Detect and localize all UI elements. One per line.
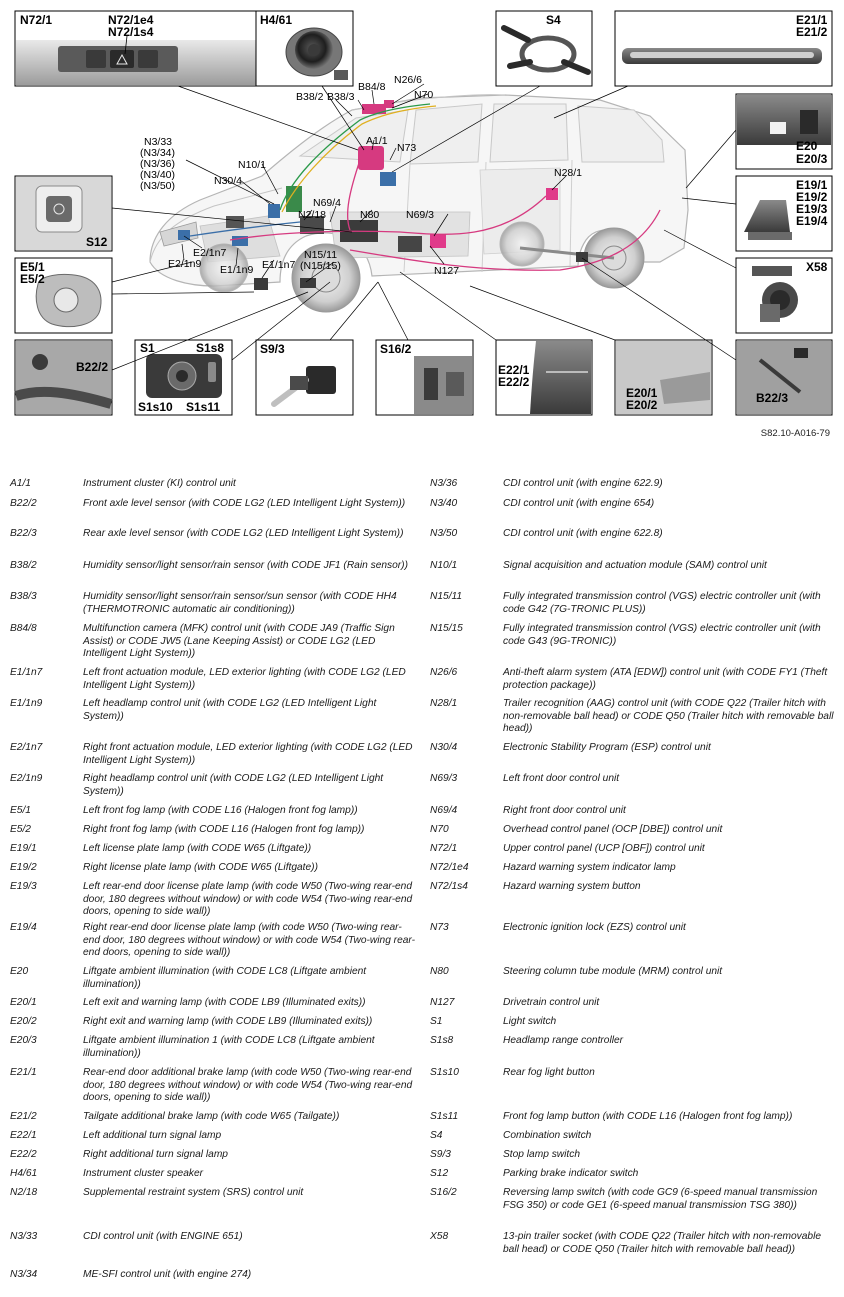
- legend-code: E1/1n7: [10, 667, 43, 678]
- callout-n3-40: (N3/40): [140, 169, 176, 181]
- inset-code-e22-2: E22/2: [498, 375, 530, 389]
- legend-code: E19/1: [10, 843, 37, 854]
- inset-code-e5-1: E5/1: [20, 260, 45, 274]
- legend-code: B22/3: [10, 528, 37, 539]
- inset-code-n72-1s4: N72/1s4: [108, 25, 154, 39]
- legend-description: Rear-end door additional brake lamp (with code W50 (Two-wing rear-end door, 180 degrees without window) or with code W54 (Two-wing rear-end doors, opening to side wall)): [83, 1067, 413, 1103]
- legend-code: S1s10: [430, 1067, 459, 1078]
- legend-code: A1/1: [10, 478, 31, 489]
- legend-code: S16/2: [430, 1187, 457, 1198]
- inset-n72-upper-control-panel: [15, 11, 258, 86]
- callout-n26-6: N26/6: [394, 74, 423, 86]
- inset-s4-combination-switch: [496, 11, 592, 86]
- legend-code: N3/40: [430, 498, 458, 509]
- legend-description: Rear axle level sensor (with CODE LG2 (LED Intelligent Light System)): [83, 528, 404, 539]
- legend-code: N26/6: [430, 667, 458, 678]
- legend-description: Liftgate ambient illumination 1 (with CODE LC8 (Liftgate ambient illumination)): [83, 1035, 375, 1059]
- legend-description: Right rear-end door license plate lamp (with code W50 (Two-wing rear-end door, 180 degrees without window) or with code W54 (Two-wing rear-end doors, opening to side wall)): [83, 922, 416, 958]
- legend-code: N72/1: [430, 843, 458, 854]
- legend-code: E5/1: [10, 805, 31, 816]
- inset-code-b22-2: B22/2: [76, 360, 109, 374]
- callout-n70: N70: [414, 89, 434, 101]
- legend-code: B22/2: [10, 498, 37, 509]
- vehicle-component-location-diagram: [0, 0, 844, 445]
- legend-code: X58: [430, 1231, 449, 1242]
- legend-code: N3/50: [430, 528, 458, 539]
- vehicle-body: [150, 95, 688, 312]
- legend-description: Parking brake indicator switch: [503, 1168, 639, 1179]
- inset-code-e5-2: E5/2: [20, 272, 45, 286]
- inset-s1-light-switch: [135, 340, 232, 415]
- figure-reference: S82.10-A016-79: [760, 428, 830, 439]
- inset-code-e19-2: E19/2: [796, 190, 828, 204]
- legend-description: Instrument cluster (KI) control unit: [83, 478, 236, 489]
- inset-x58-trailer-socket: [736, 258, 832, 333]
- legend-code: N72/1s4: [430, 881, 468, 892]
- inset-code-e20-2: E20/2: [626, 398, 658, 412]
- inset-code-e21-1: E21/1: [796, 13, 828, 27]
- legend-description: CDI control unit (with ENGINE 651): [83, 1231, 243, 1242]
- legend-description: Electronic ignition lock (EZS) control unit: [503, 922, 686, 933]
- legend-code: E2/1n9: [10, 773, 43, 784]
- legend-code: B38/3: [10, 591, 37, 602]
- legend-description: Headlamp range controller: [503, 1035, 624, 1046]
- legend-description: Left front fog lamp (with CODE L16 (Halogen front fog lamp)): [83, 805, 358, 816]
- legend-description: Tailgate additional brake lamp (with code W65 (Tailgate)): [83, 1111, 340, 1122]
- inset-code-s1s11: S1s11: [186, 400, 221, 414]
- legend-description: Right license plate lamp (with CODE W65 (Liftgate)): [83, 862, 318, 873]
- legend-description: Light switch: [503, 1016, 557, 1027]
- legend-description: Left license plate lamp (with CODE W65 (Liftgate)): [83, 843, 312, 854]
- inset-code-s4: S4: [546, 13, 561, 27]
- legend-description: CDI control unit (with engine 622.8): [503, 528, 663, 539]
- legend-code: E5/2: [10, 824, 31, 835]
- legend-description: Fully integrated transmission control (VGS) electric controller unit (with code G43 (9G-TRONIC)): [503, 623, 821, 647]
- legend-code: H4/61: [10, 1168, 38, 1179]
- legend-code: E2/1n7: [10, 742, 43, 753]
- legend-description: Right front door control unit: [503, 805, 626, 816]
- callout-n80: N80: [360, 209, 380, 221]
- inset-e19-license-plate-lamps: [736, 176, 832, 251]
- legend-code: B38/2: [10, 560, 37, 571]
- legend-description: Front axle level sensor (with CODE LG2 (LED Intelligent Light System)): [83, 498, 406, 509]
- legend-description: Stop lamp switch: [503, 1149, 581, 1160]
- legend-description: Left rear-end door license plate lamp (with code W50 (Two-wing rear-end door, 180 degrees without window) or with code W54 (Two-wing rear-end doors, opening to side wall)): [83, 881, 413, 917]
- legend-description: Drivetrain control unit: [503, 997, 600, 1008]
- inset-b22-3-rear-axle-sensor: [736, 340, 832, 415]
- callout-e1-1n9: E1/1n9: [220, 264, 254, 276]
- callout-n30-4: N30/4: [214, 175, 243, 187]
- legend-code: N3/36: [430, 478, 458, 489]
- callout-a1-1: A1/1: [366, 135, 388, 147]
- legend-description: Signal acquisition and actuation module (SAM) control unit: [503, 560, 767, 571]
- legend-code: N30/4: [430, 742, 458, 753]
- inset-code-e20-3: E20/3: [796, 152, 828, 166]
- inset-s9-3-stop-lamp-switch: [256, 340, 353, 415]
- legend-description: Left exit and warning lamp (with CODE LB9 (Illuminated exits)): [83, 997, 366, 1008]
- inset-code-e19-4: E19/4: [796, 214, 828, 228]
- legend-code: N15/11: [430, 591, 463, 602]
- legend-code: S12: [430, 1168, 449, 1179]
- legend-code: E19/3: [10, 881, 37, 892]
- inset-code-e19-3: E19/3: [796, 202, 828, 216]
- callout-n3-34: (N3/34): [140, 147, 176, 159]
- legend-description: Hazard warning system indicator lamp: [503, 862, 676, 873]
- callout-n127: N127: [434, 265, 460, 277]
- legend-description: Rear fog light button: [503, 1067, 595, 1078]
- legend-description: Fully integrated transmission control (VGS) electric controller unit (with code G42 (7G-TRONIC PLUS)): [503, 591, 821, 615]
- legend-code: B84/8: [10, 623, 37, 634]
- legend-description: Right additional turn signal lamp: [83, 1149, 228, 1160]
- legend-description: CDI control unit (with engine 622.9): [503, 478, 663, 489]
- legend-code: S1s11: [430, 1111, 459, 1122]
- legend-code: E21/2: [10, 1111, 37, 1122]
- legend-code: N3/33: [10, 1231, 38, 1242]
- legend-description: Overhead control panel (OCP [DBE]) control unit: [503, 824, 723, 835]
- callout-n28-1: N28/1: [554, 167, 583, 179]
- legend-code: N73: [430, 922, 449, 933]
- legend-description: Reversing lamp switch (with code GC9 (6-speed manual transmission FSG 350) or code GE1 (6-speed manual transmission TSG 380)): [503, 1187, 818, 1211]
- inset-code-s16-2: S16/2: [380, 342, 412, 356]
- legend-code: S1s8: [430, 1035, 454, 1046]
- legend-code: S9/3: [430, 1149, 451, 1160]
- inset-e5-fog-lamps: [15, 258, 112, 333]
- inset-code-e21-2: E21/2: [796, 25, 828, 39]
- legend-code: E22/2: [10, 1149, 37, 1160]
- callout-n2-18: N2/18: [298, 209, 327, 221]
- legend-description: Left front actuation module, LED exterior lighting (with CODE LG2 (LED Intelligent Light System)): [83, 667, 406, 691]
- legend-description: Supplemental restraint system (SRS) control unit: [83, 1187, 304, 1198]
- callout-e2-1n7: E2/1n7: [193, 247, 227, 259]
- callout-e1-1n7: E1/1n7: [262, 259, 296, 271]
- inset-h4-61-instrument-speaker: [256, 11, 353, 86]
- callout-n10-1: N10/1: [238, 159, 267, 171]
- inset-code-s1s10: S1s10: [138, 400, 173, 414]
- inset-code-s1s8: S1s8: [196, 341, 225, 355]
- legend-description: Anti-theft alarm system (ATA [EDW]) control unit (with CODE FY1 (Theft protection package)): [503, 667, 828, 691]
- inset-e20-exit-warning-lamps: [615, 340, 712, 415]
- legend-code: E21/1: [10, 1067, 37, 1078]
- inset-code-x58: X58: [806, 260, 828, 274]
- legend-code: N127: [430, 997, 455, 1008]
- legend-description: Combination switch: [503, 1130, 592, 1141]
- legend-description: Right headlamp control unit (with CODE LG2 (LED Intelligent Light System)): [83, 773, 384, 797]
- legend-code: E20/1: [10, 997, 37, 1008]
- callout-n3-33: N3/33: [144, 136, 173, 148]
- legend-code: E19/2: [10, 862, 37, 873]
- callout-n69-4: N69/4: [313, 197, 342, 209]
- legend-code: N10/1: [430, 560, 458, 571]
- legend-code: E20/3: [10, 1035, 37, 1046]
- callout-n3-50: (N3/50): [140, 180, 176, 192]
- legend-description: Liftgate ambient illumination (with CODE LC8 (Liftgate ambient illumination)): [83, 966, 367, 990]
- callout-e2-1n9: E2/1n9: [168, 258, 202, 270]
- legend-description: CDI control unit (with engine 654): [503, 498, 655, 509]
- legend-code: E19/4: [10, 922, 37, 933]
- legend-description: Right front fog lamp (with CODE L16 (Halogen front fog lamp)): [83, 824, 365, 835]
- legend-description: Right exit and warning lamp (with CODE LB9 (Illuminated exits)): [83, 1016, 373, 1027]
- inset-code-n72-1e4: N72/1e4: [108, 13, 154, 27]
- legend-code: N80: [430, 966, 449, 977]
- inset-code-s12: S12: [86, 235, 108, 249]
- inset-s16-2-reversing-lamp-switch: [376, 340, 473, 415]
- inset-code-e20-1: E20/1: [626, 386, 658, 400]
- legend-code: E20: [10, 966, 29, 977]
- inset-s12-parking-brake-switch: [15, 176, 112, 251]
- legend-description: 13-pin trailer socket (with CODE Q22 (Trailer hitch with non-removable ball head) or CODE Q50 (Trailer hitch with removable ball head)): [503, 1231, 822, 1255]
- legend-description: Right front actuation module, LED exterior lighting (with CODE LG2 (LED Intelligent Light System)): [83, 742, 413, 766]
- legend-description: Left additional turn signal lamp: [83, 1130, 222, 1141]
- legend-code: N15/15: [430, 623, 463, 634]
- inset-e21-additional-brake-lamp: [615, 11, 832, 86]
- legend-code: N72/1e4: [430, 862, 469, 873]
- callout-n69-3: N69/3: [406, 209, 435, 221]
- inset-code-e22-1: E22/1: [498, 363, 530, 377]
- callout-n15-15: (N15/15): [300, 260, 341, 272]
- legend-code: S1: [430, 1016, 443, 1027]
- legend-code: N69/4: [430, 805, 458, 816]
- inset-e20-liftgate-ambient: [736, 94, 832, 169]
- legend-code: E20/2: [10, 1016, 37, 1027]
- legend-description: Steering column tube module (MRM) control unit: [503, 966, 723, 977]
- legend-description: Humidity sensor/light sensor/rain sensor (with CODE JF1 (Rain sensor)): [83, 560, 408, 571]
- legend-description: Electronic Stability Program (ESP) control unit: [503, 742, 711, 753]
- legend-description: Trailer recognition (AAG) control unit (with CODE Q22 (Trailer hitch with non-removable ball head) or CODE Q50 (Trailer hitch with removable ball head)): [503, 698, 834, 734]
- legend-code: E22/1: [10, 1130, 37, 1141]
- inset-code-e20: E20: [796, 139, 818, 153]
- legend-code: E1/1n9: [10, 698, 43, 709]
- legend-description: Left headlamp control unit (with CODE LG2 (LED Intelligent Light System)): [83, 698, 377, 722]
- inset-e22-additional-turn-signal: [496, 340, 592, 415]
- legend-code: N2/18: [10, 1187, 38, 1198]
- legend-description: Front fog lamp button (with CODE L16 (Halogen front fog lamp)): [503, 1111, 793, 1122]
- inset-code-s1: S1: [140, 341, 155, 355]
- legend-description: Hazard warning system button: [503, 881, 641, 892]
- inset-code-e19-1: E19/1: [796, 178, 828, 192]
- legend-description: Instrument cluster speaker: [83, 1168, 204, 1179]
- legend-description: Multifunction camera (MFK) control unit (with CODE JA9 (Traffic Sign Assist) or CODE JW5 (Lane Keeping Assist) or CODE LG2 (LED Intelligent Light System)): [83, 623, 395, 659]
- callout-n15-11: N15/11: [304, 249, 338, 261]
- callout-n73: N73: [397, 142, 417, 154]
- legend-code: N28/1: [430, 698, 458, 709]
- legend-description: Humidity sensor/light sensor/rain sensor/sun sensor (with CODE HH4 (THERMOTRONIC automatic air conditioning)): [83, 591, 397, 615]
- legend-code: N3/34: [10, 1269, 38, 1280]
- inset-code-n72-1: N72/1: [20, 13, 53, 27]
- inset-code-s9-3: S9/3: [260, 342, 285, 356]
- callout-b38-2: B38/2: [296, 91, 324, 103]
- legend-code: S4: [430, 1130, 443, 1141]
- legend-code: N69/3: [430, 773, 458, 784]
- legend-code: N70: [430, 824, 449, 835]
- legend-description: ME-SFI control unit (with engine 274): [83, 1269, 252, 1280]
- legend-description: Left front door control unit: [503, 773, 620, 784]
- callout-n3-36: (N3/36): [140, 158, 176, 170]
- callout-b38-3: B38/3: [327, 91, 355, 103]
- inset-code-b22-3: B22/3: [756, 391, 789, 405]
- callout-b84-8: B84/8: [358, 81, 386, 93]
- inset-b22-2-front-axle-sensor: [15, 340, 112, 415]
- legend-description: Upper control panel (UCP [OBF]) control unit: [503, 843, 705, 854]
- inset-code-h4-61: H4/61: [260, 13, 293, 27]
